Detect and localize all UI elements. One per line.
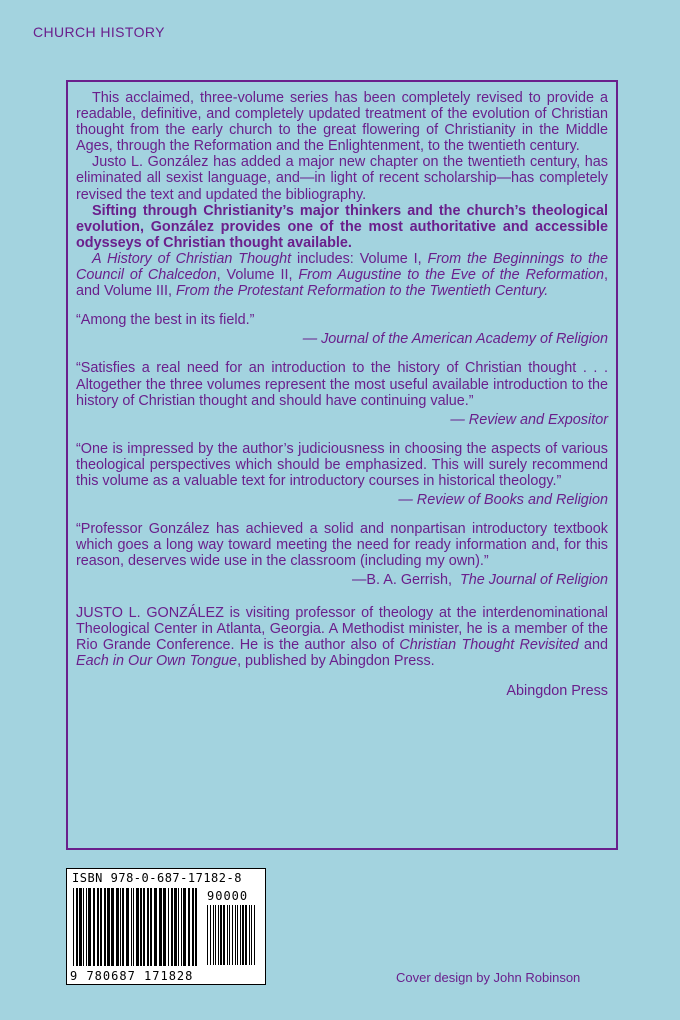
barcode-bar <box>235 905 236 965</box>
includes-text: includes: Volume I, <box>291 250 428 267</box>
barcode-bar <box>143 888 145 966</box>
category-label: CHURCH HISTORY <box>33 24 165 40</box>
review-quote: “Satisfies a real need for an introduction to the history of Christian thought . . . Altogether the three volumes represent the most useful available introduction to the history of Christian thought and should have continuing value.” <box>76 360 608 409</box>
review-quote: “Among the best in its field.” <box>76 312 255 329</box>
barcode-bar <box>140 888 142 966</box>
barcode-bar <box>97 888 99 966</box>
review-quote: “One is impressed by the author’s judiciousness in choosing the aspects of various theological perspectives which should be emphasized. This will surely recommend this volume as a valuable text for introductory courses in historical theology.” <box>76 440 608 489</box>
barcode-bar <box>131 888 132 966</box>
book-title: Each in Our Own Tongue <box>76 652 238 669</box>
barcode-bar <box>178 888 179 966</box>
separator-text: , Volume II, <box>216 267 299 284</box>
back-cover-content <box>76 90 608 699</box>
barcode-bar <box>168 888 169 966</box>
barcode-bar <box>174 888 177 966</box>
barcode-bar <box>207 905 208 965</box>
volume-1-title: From the Beginnings to the Council of Chalcedon <box>76 250 608 284</box>
barcode-bar <box>192 888 194 966</box>
barcode-bar <box>159 888 162 966</box>
review-quote: “Professor González has achieved a solid and nonpartisan introductory textbook which goes a long way toward meeting the need for ready information and, for this reason, deserves wide use in the classroom (including my own).” <box>76 521 608 570</box>
publisher-name: Abingdon Press <box>506 682 608 699</box>
isbn-text: ISBN 978-0-687-17182-8 <box>72 871 242 885</box>
barcode-bar <box>171 888 173 966</box>
review-source: — Journal of the American Academy of Religion <box>302 331 608 348</box>
barcode-bar <box>116 888 119 966</box>
barcode-number: 9 780687 171828 <box>70 969 194 983</box>
barcode-bar <box>133 888 134 966</box>
barcode-bar <box>218 905 219 965</box>
barcode-bar <box>195 888 197 966</box>
barcode-bar <box>88 888 91 966</box>
barcode-bar <box>150 888 152 966</box>
barcode-bar <box>107 888 110 966</box>
barcode-bar <box>229 905 230 965</box>
barcode-bar <box>100 888 102 966</box>
volume-2-title: From Augustine to the Eve of the Reformation <box>298 267 604 284</box>
review-source: — Review and Expositor <box>450 411 608 428</box>
price-code: 90000 <box>207 889 249 903</box>
barcode-bar <box>104 888 106 966</box>
cover-credit: Cover design by John Robinson <box>396 970 581 985</box>
barcode-bar <box>215 905 216 965</box>
volume-3-title: From the Protestant Reformation to the Twentieth Century. <box>176 283 549 300</box>
review-source: — Review of Books and Religion <box>398 492 608 509</box>
price-barcode-bars <box>207 905 259 967</box>
barcode-bar <box>83 888 84 966</box>
barcode-bar <box>213 905 214 965</box>
description-paragraph-2: Justo L. González has added a major new chapter on the twentieth century, has eliminated all sexist language, and—in light of recent scholarship—has completely revised the text and updated the bibliography. <box>76 154 608 203</box>
separator-text: , and Volume III, <box>76 267 608 300</box>
barcode-bar <box>223 905 225 965</box>
series-title: A History of Christian Thought <box>92 250 292 267</box>
barcode-bar <box>181 888 182 966</box>
barcode-bar <box>237 905 238 965</box>
barcode-bar <box>188 888 190 966</box>
barcode-bar <box>210 905 211 965</box>
barcode-bar <box>183 888 186 966</box>
barcode-bar <box>154 888 157 966</box>
book-title: Christian Thought Revisited <box>399 636 579 653</box>
author-bio: JUSTO L. GONZÁLEZ is visiting professor of theology at the interdenominational Theological Center in Atlanta, Georgia. A Methodist minister, he is a member of the Rio Grande Conference. He is the author also of Christian Thought Revisited and Each in Our Own Tongue, published by Abingdon Press. <box>76 604 608 669</box>
barcode-bar <box>73 888 74 966</box>
barcode-bar <box>136 888 139 966</box>
description-paragraph-3: Sifting through Christianity’s major thinkers and the church’s theological evolution, González provides one of the most authoritative and accessible odysseys of Christian thought available. <box>76 202 608 251</box>
barcode-bar <box>122 888 124 966</box>
barcode-bar <box>232 905 233 965</box>
barcode-bar <box>126 888 129 966</box>
barcode-bar <box>251 905 252 965</box>
barcode-bar <box>93 888 95 966</box>
barcode-bar <box>147 888 149 966</box>
barcode-bar <box>220 905 222 965</box>
barcode-bar <box>120 888 121 966</box>
barcode-bar <box>163 888 166 966</box>
barcode-bar <box>249 905 250 965</box>
description-paragraph-4 <box>76 251 608 299</box>
barcode-bar <box>111 888 114 966</box>
review-source: —B. A. Gerrish, The Journal of Religion <box>352 572 608 589</box>
barcode-bar <box>242 905 244 965</box>
barcode-bar <box>76 888 78 966</box>
description-paragraph-1: This acclaimed, three-volume series has been completely revised to provide a readable, definitive, and completely updated treatment of the evolution of Christian thought from the early church to the great flowering of Christianity in the Middle Ages, through the Reformation and the Enlightenment, to the twentieth century. <box>76 90 608 155</box>
barcode-bar <box>86 888 87 966</box>
barcode-bar <box>240 905 241 965</box>
barcode-bar <box>227 905 228 965</box>
review-author: —B. A. Gerrish, <box>352 572 452 589</box>
isbn-barcode <box>66 868 266 985</box>
barcode-bar <box>245 905 247 965</box>
barcode-bar <box>254 905 255 965</box>
barcode-bar <box>79 888 82 966</box>
barcode-bars <box>73 888 201 968</box>
